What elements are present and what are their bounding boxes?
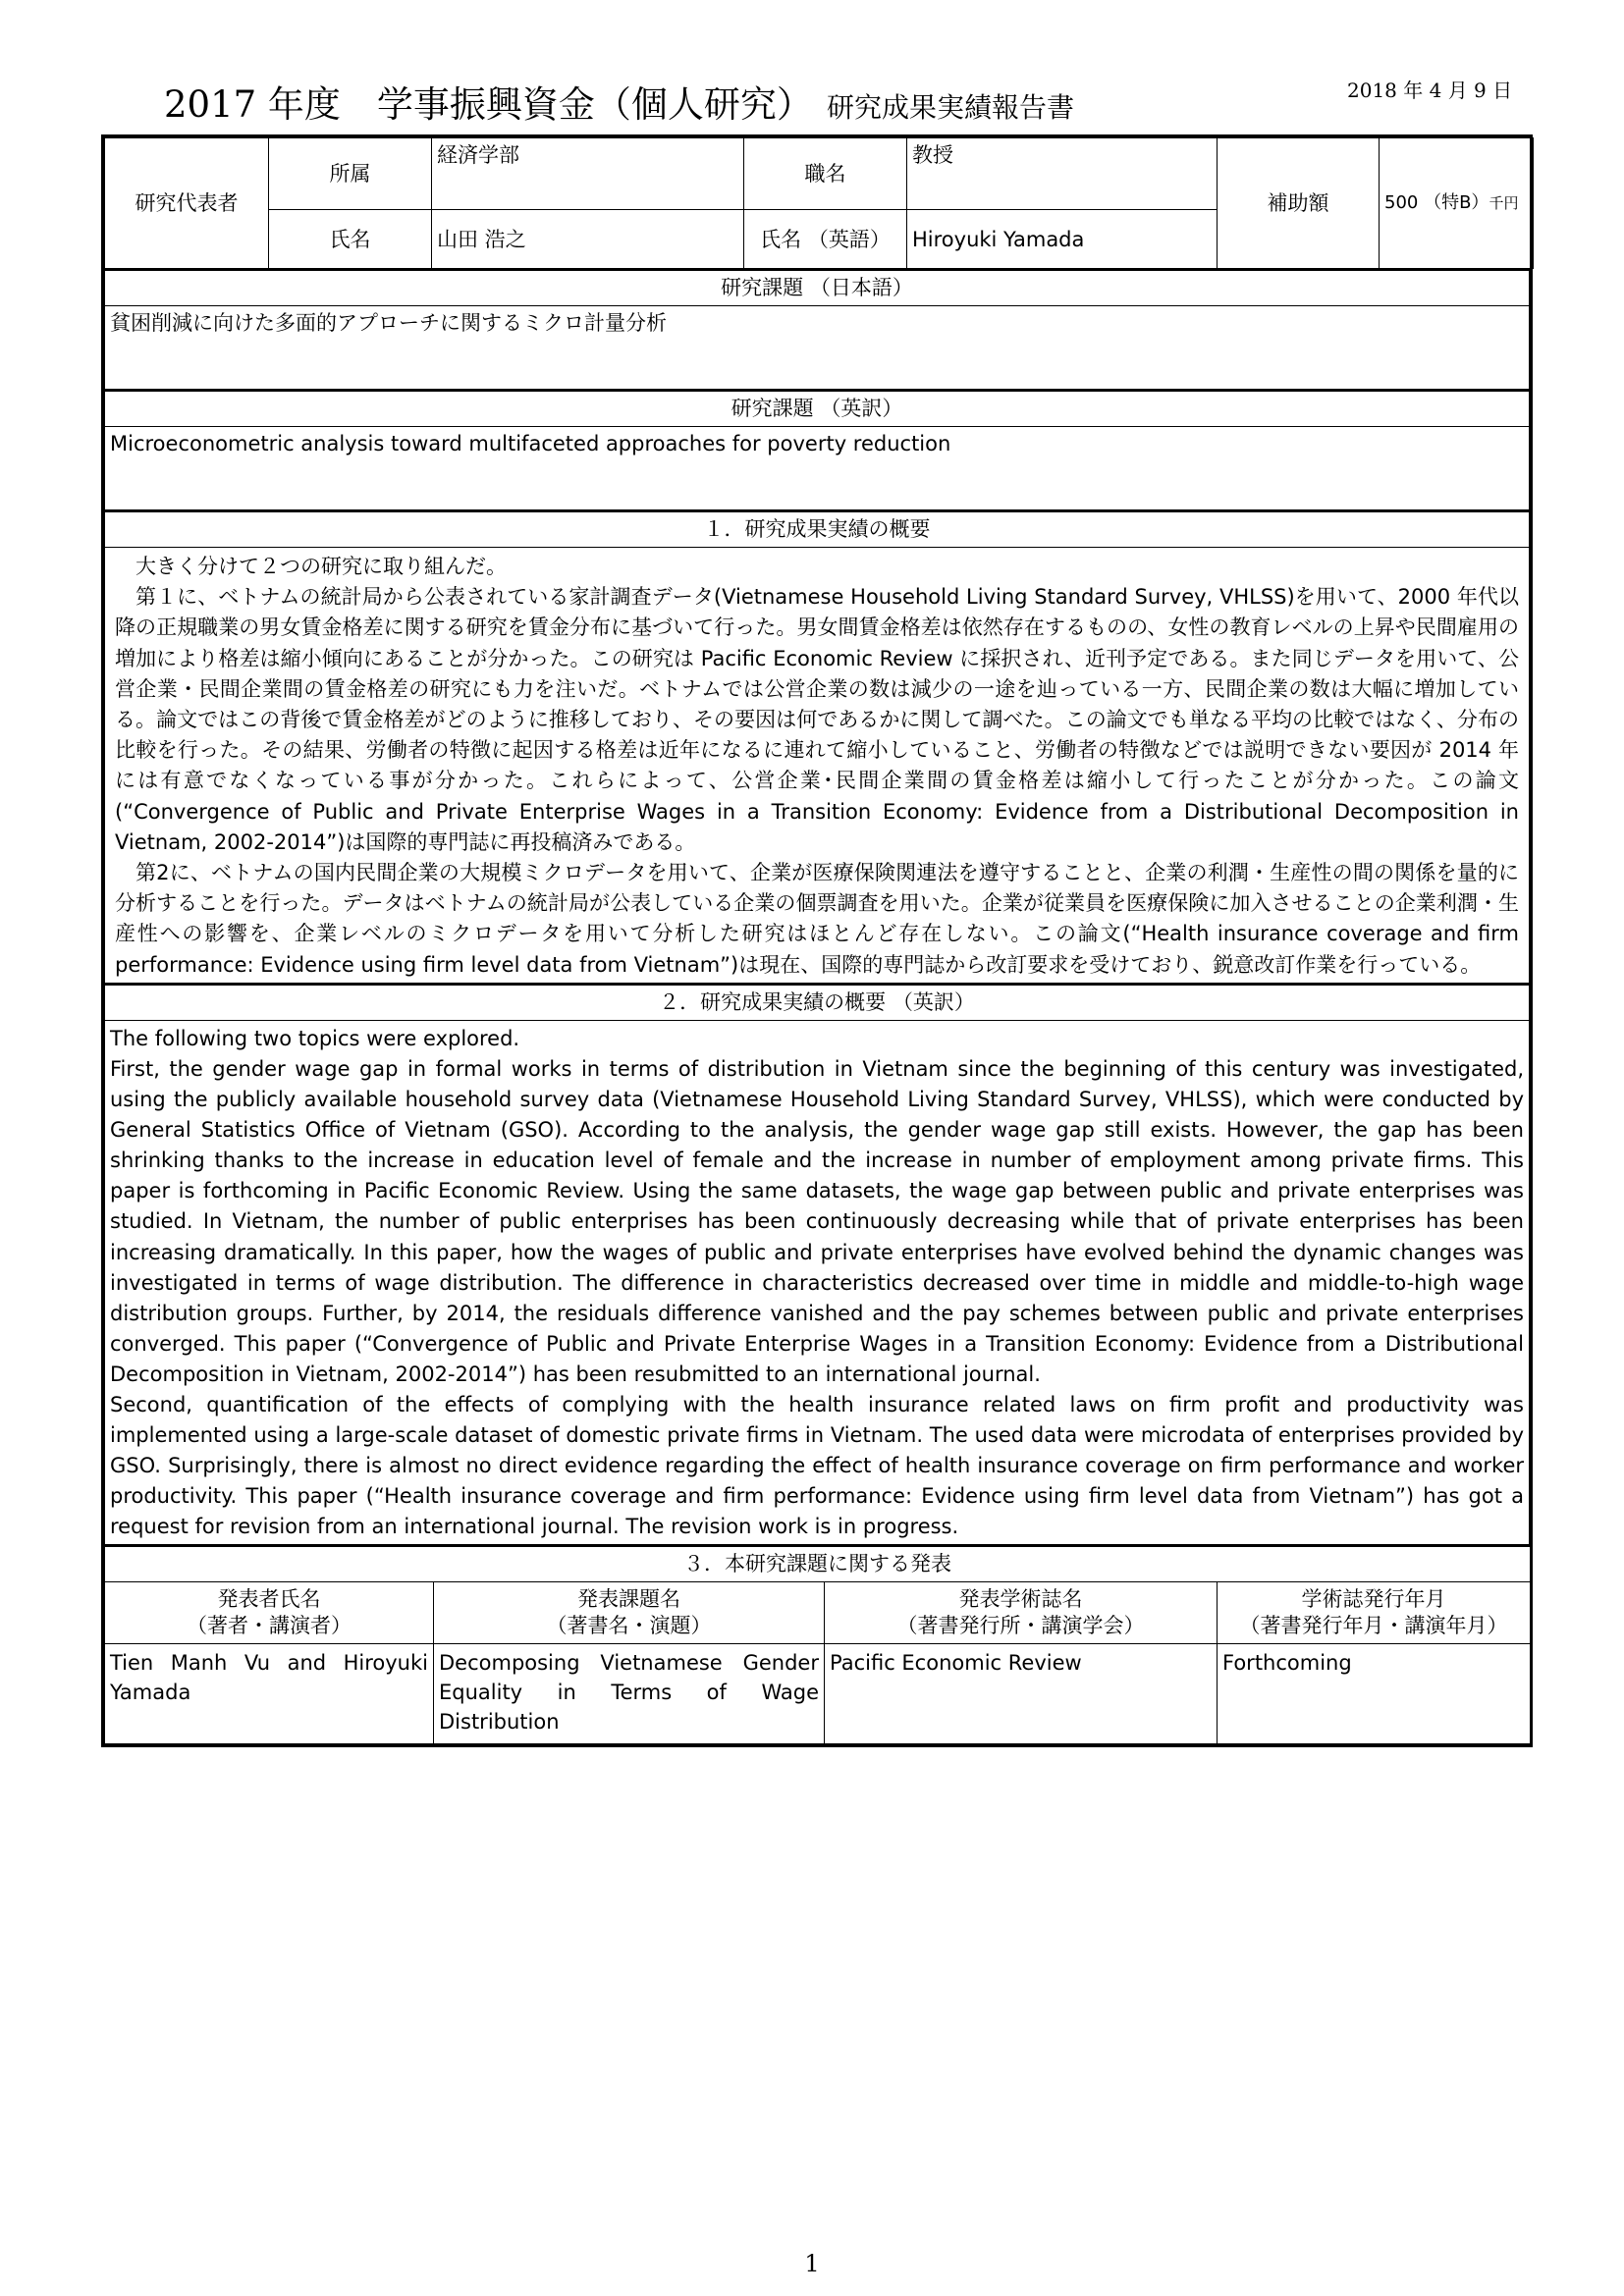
report-title bbox=[164, 75, 1224, 128]
column-header-line: 発表学術誌名 bbox=[958, 1587, 1083, 1612]
grant-label: 補助額 bbox=[1218, 138, 1380, 269]
topic-jp-table bbox=[104, 269, 1530, 390]
title-sub: 研究成果実績報告書 bbox=[826, 91, 1074, 124]
name-en-value: Hiroyuki Yamada bbox=[907, 210, 1218, 269]
summary-jp-paragraph: 第2に、ベトナムの国内民間企業の大規模ミクロデータを用いて、企業が医療保険関連法を遵守することと、企業の利潤・生産性の間の関係を量的に分析することを行った。データはベトナムの統計局が公表している企業の個票調査を用いた。企業が従業員を医療保険に加入させることの企業利潤・生産性への影響を、企業レベルのミクロデータを用いて分析した研究はほとんど存在しない。この論文(“Health insurance coverage and firm performance: Evidence using firm level data from Vietnam”)は現在、国際的専門誌から改訂要求を受けており、鋭意改訂作業を行っている。 bbox=[115, 861, 1519, 977]
page-number: 1 bbox=[804, 2250, 820, 2277]
column-header-line: （著者・講演者） bbox=[187, 1614, 352, 1638]
grant-unit: 千円 bbox=[1489, 194, 1519, 212]
column-header-line: 発表課題名 bbox=[577, 1587, 680, 1612]
name-value: 山田 浩之 bbox=[432, 210, 744, 269]
report-date: 2018 年 4 月 9 日 bbox=[1347, 79, 1513, 102]
title-main: 2017 年度 学事振興資金（個人研究） bbox=[164, 83, 813, 126]
position-label: 職名 bbox=[744, 138, 907, 210]
topic-jp-text: 貧困削減に向けた多面的アプローチに関するミクロ計量分析 bbox=[105, 306, 1530, 390]
column-header-line: （著書発行年月・講演年月） bbox=[1239, 1614, 1508, 1638]
publication-authors: Tien Manh Vu and Hiroyuki Yamada bbox=[105, 1644, 434, 1744]
column-header-line: （著書名・演題） bbox=[546, 1614, 712, 1638]
topic-jp-heading: 研究課題 （日本語） bbox=[105, 270, 1530, 306]
summary-en-paragraph: The following two topics were explored. bbox=[110, 1026, 520, 1050]
topic-en-heading: 研究課題 （英訳） bbox=[105, 391, 1530, 427]
summary-en-body bbox=[105, 1020, 1530, 1545]
column-header-line: （著書発行所・講演学会） bbox=[896, 1614, 1145, 1638]
publication-date: Forthcoming bbox=[1218, 1644, 1531, 1744]
column-header-line: 発表者氏名 bbox=[217, 1587, 321, 1612]
publications-heading: ３．本研究課題に関する発表 bbox=[105, 1546, 1531, 1582]
summary-en-table bbox=[104, 984, 1530, 1546]
grant-value: 500 （特B） bbox=[1384, 192, 1489, 213]
topic-en-text: Microeconometric analysis toward multifaceted approaches for poverty reduction bbox=[105, 427, 1530, 510]
affiliation-value: 経済学部 bbox=[432, 138, 744, 210]
column-header-line: 学術誌発行年月 bbox=[1301, 1587, 1446, 1612]
name-en-label: 氏名 （英語） bbox=[744, 210, 907, 269]
summary-en-paragraph: First, the gender wage gap in formal works in terms of distribution in Vietnam since the beginning of this century was investigated, using the publicly available household survey data (Vietnamese Household Living Standard Survey, VHLSS), which were conducted by General Statistics Office of Vietnam (GSO). According to the analysis, the gender wage gap still exists. However, the gap has been shrinking thanks to the increase in education level of female and the increase in number of employment among private firms. This paper is forthcoming in Pacific Economic Review. Using the same datasets, the wage gap between public and private enterprises was studied. In Vietnam, the number of public enterprises has been continuously decreasing while that of private enterprises has been increasing dramatically. In this paper, how the wages of public and private enterprises have evolved behind the dynamic changes was investigated in terms of wage distribution. The difference in characteristics decreased over time in middle and middle-to-high wage distribution groups. Further, by 2014, the residuals difference vanished and the pay schemes between public and private enterprises converged. This paper (“Convergence of Public and Private Enterprise Wages in a Transition Economy: Evidence from a Distributional Decomposition in Vietnam, 2002-2014”) has been resubmitted to an international journal. bbox=[110, 1056, 1524, 1386]
summary-jp-paragraph: 大きく分けて２つの研究に取り組んだ。 bbox=[135, 555, 507, 578]
column-header-title bbox=[434, 1582, 825, 1644]
representative-label: 研究代表者 bbox=[105, 138, 269, 269]
position-value: 教授 bbox=[907, 138, 1218, 210]
affiliation-label: 所属 bbox=[269, 138, 432, 210]
publication-journal: Pacific Economic Review bbox=[825, 1644, 1218, 1744]
grant-value-cell bbox=[1380, 138, 1534, 269]
column-header-date bbox=[1218, 1582, 1531, 1644]
summary-en-heading: ２．研究成果実績の概要 （英訳） bbox=[105, 985, 1530, 1021]
summary-jp-body bbox=[105, 548, 1530, 984]
representative-table bbox=[104, 137, 1534, 269]
summary-jp-heading: １．研究成果実績の概要 bbox=[105, 511, 1530, 548]
publication-title: Decomposing Vietnamese Gender Equality in Terms of Wage Distribution bbox=[434, 1644, 825, 1744]
summary-jp-paragraph: 第１に、ベトナムの統計局から公表されている家計調査データ(Vietnamese Household Living Standard Survey, VHLSS)を用いて、2000 年代以降の正規職業の男女賃金格差に関する研究を賃金分布に基づいて行った。男女間賃金格差は依然存在するものの、女性の教育レベルの上昇や民間雇用の増加により格差は縮小傾向にあることが分かった。この研究は Pacific Economic Review に採択され、近刊予定である。また同じデータを用いて、公営企業・民間企業間の賃金格差の研究にも力を注いだ。ベトナムでは公営企業の数は減少の一途を辿っている一方、民間企業の数は大幅に増加している。論文ではこの背後で賃金格差がどのように推移しており、その要因は何であるかに関して調べた。この論文でも単なる平均の比較ではなく、分布の比較を行った。その結果、労働者の特徴に起因する格差は近年になるに連れて縮小していること、労働者の特徴などでは説明できない要因が 2014 年には有意でなくなっている事が分かった。これらによって、公営企業･民間企業間の賃金格差は縮小して行ったことが分かった。この論文(“Convergence of Public and Private Enterprise Wages in a Transition Economy: Evidence from a Distributional Decomposition in Vietnam, 2002-2014”)は国際的専門誌に再投稿済みである。 bbox=[115, 585, 1519, 854]
topic-en-table bbox=[104, 390, 1530, 510]
summary-jp-table bbox=[104, 510, 1530, 984]
summary-en-paragraph: Second, quantification of the effects of complying with the health insurance related laws on firm profit and productivity was implemented using a large-scale dataset of domestic private firms in Vietnam. The used data were microdata of enterprises provided by GSO. Surprisingly, there is almost no direct evidence regarding the effect of health insurance coverage on firm performance and worker productivity. This paper (“Health insurance coverage and firm performance: Evidence using firm level data from Vietnam”) has got a request for revision from an international journal. The revision work is in progress. bbox=[110, 1392, 1524, 1539]
publications-table bbox=[104, 1545, 1531, 1744]
column-header-authors bbox=[105, 1582, 434, 1644]
report-form bbox=[101, 134, 1533, 1747]
table-row bbox=[105, 1644, 1531, 1744]
name-label: 氏名 bbox=[269, 210, 432, 269]
column-header-journal bbox=[825, 1582, 1218, 1644]
